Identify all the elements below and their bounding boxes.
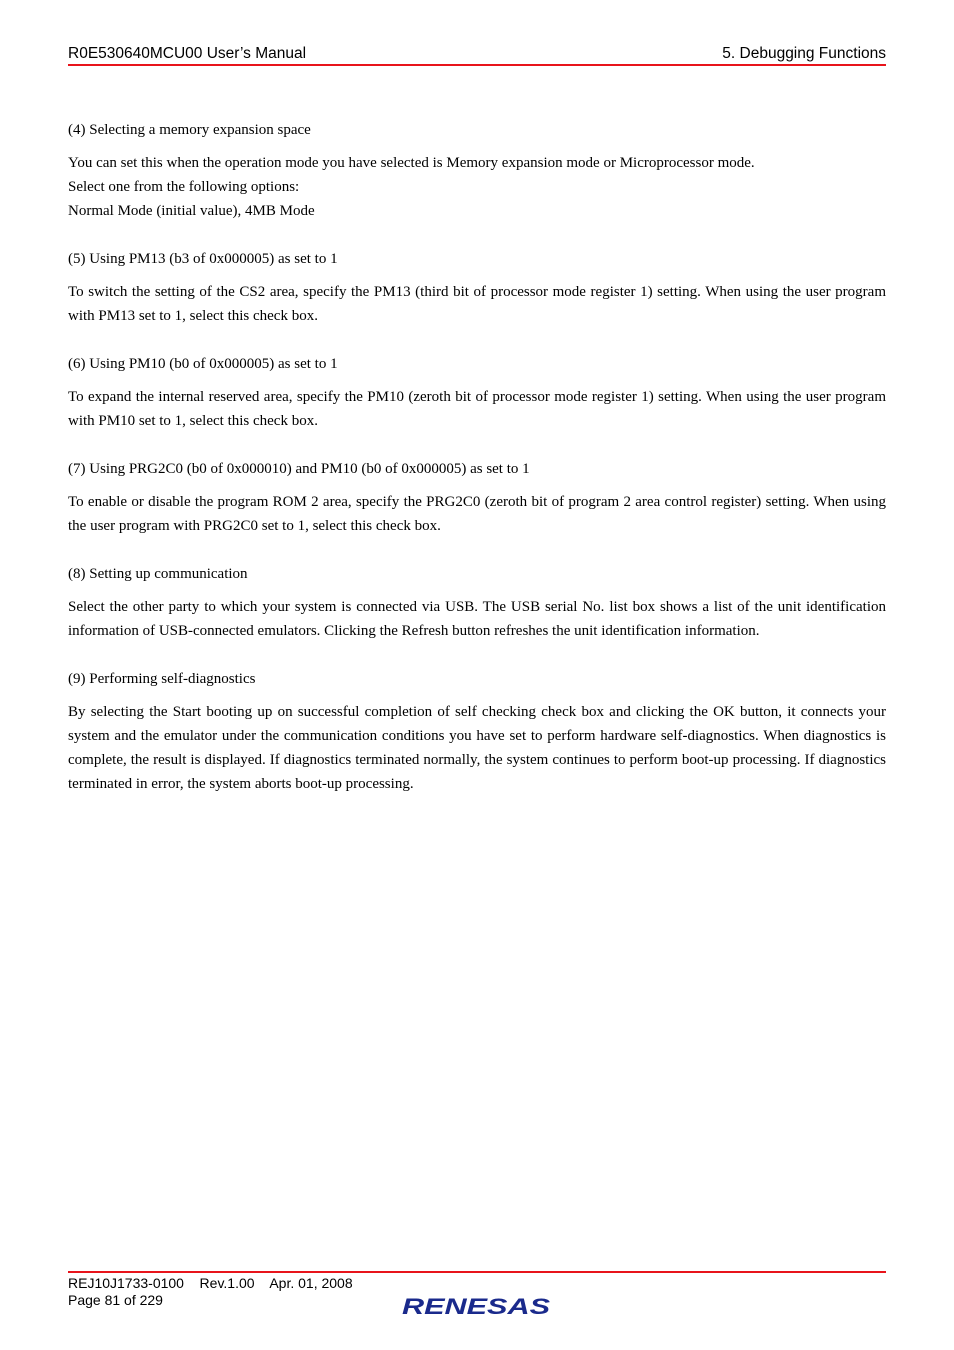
section-title: (4) Selecting a memory expansion space	[68, 122, 311, 138]
footer-revision: Rev.1.00	[199, 1275, 255, 1291]
section-prg2c0	[68, 457, 886, 538]
footer-doc-number: REJ10J1733-0100	[68, 1275, 184, 1291]
paragraph-line: Select one from the following options:	[68, 179, 300, 195]
section-title: (5) Using PM13 (b3 of 0x000005) as set to 1	[68, 251, 338, 267]
paragraph: To expand the internal reserved area, specify the PM10 (zeroth bit of processor mode register 1) setting. When using the user program with PM10 set to 1, select this check box.	[68, 389, 886, 429]
section-title: (8) Setting up communication	[68, 566, 248, 582]
footer-doc-info	[68, 1275, 353, 1291]
section-pm10	[68, 352, 886, 433]
paragraph-line: You can set this when the operation mode you have selected is Memory expansion mode or Microprocessor mode.	[68, 155, 755, 171]
footer-page-number: Page 81 of 229	[68, 1292, 163, 1308]
footer-rule	[68, 1271, 886, 1273]
header-manual-title: R0E530640MCU00 User’s Manual	[68, 45, 307, 62]
section-title: (7) Using PRG2C0 (b0 of 0x000010) and PM10 (b0 of 0x000005) as set to 1	[68, 461, 530, 477]
footer-date: Apr. 01, 2008	[269, 1275, 353, 1291]
paragraph: By selecting the Start booting up on successful completion of self checking check box and clicking the OK button, it connects your system and the emulator under the communication conditions you have set to perform hardware self-diagnostics. When diagnostics is complete, the result is displayed. If diagnostics terminated normally, the system continues to perform boot-up processing. If diagnostics terminated in error, the system aborts boot-up processing.	[68, 704, 886, 792]
renesas-logo	[402, 1293, 552, 1319]
renesas-logo-text: RENESAS	[402, 1294, 551, 1319]
paragraph: To enable or disable the program ROM 2 area, specify the PRG2C0 (zeroth bit of program 2 area control register) setting. When using the user program with PRG2C0 set to 1, select this check box.	[68, 494, 886, 534]
paragraph-line: Normal Mode (initial value), 4MB Mode	[68, 203, 315, 219]
section-title: (6) Using PM10 (b0 of 0x000005) as set to 1	[68, 356, 338, 372]
section-title: (9) Performing self-diagnostics	[68, 671, 256, 687]
section-memory-expansion	[68, 118, 886, 223]
body-content	[68, 118, 886, 820]
section-self-diagnostics	[68, 667, 886, 796]
paragraph: Select the other party to which your system is connected via USB. The USB serial No. list box shows a list of the unit identification information of USB-connected emulators. Clicking the Refresh button refreshes the unit identification information.	[68, 599, 886, 639]
header-chapter-title: 5. Debugging Functions	[722, 45, 886, 62]
header-rule	[68, 64, 886, 66]
section-communication	[68, 562, 886, 643]
paragraph: To switch the setting of the CS2 area, specify the PM13 (third bit of processor mode register 1) setting. When using the user program with PM13 set to 1, select this check box.	[68, 284, 886, 324]
section-pm13	[68, 247, 886, 328]
